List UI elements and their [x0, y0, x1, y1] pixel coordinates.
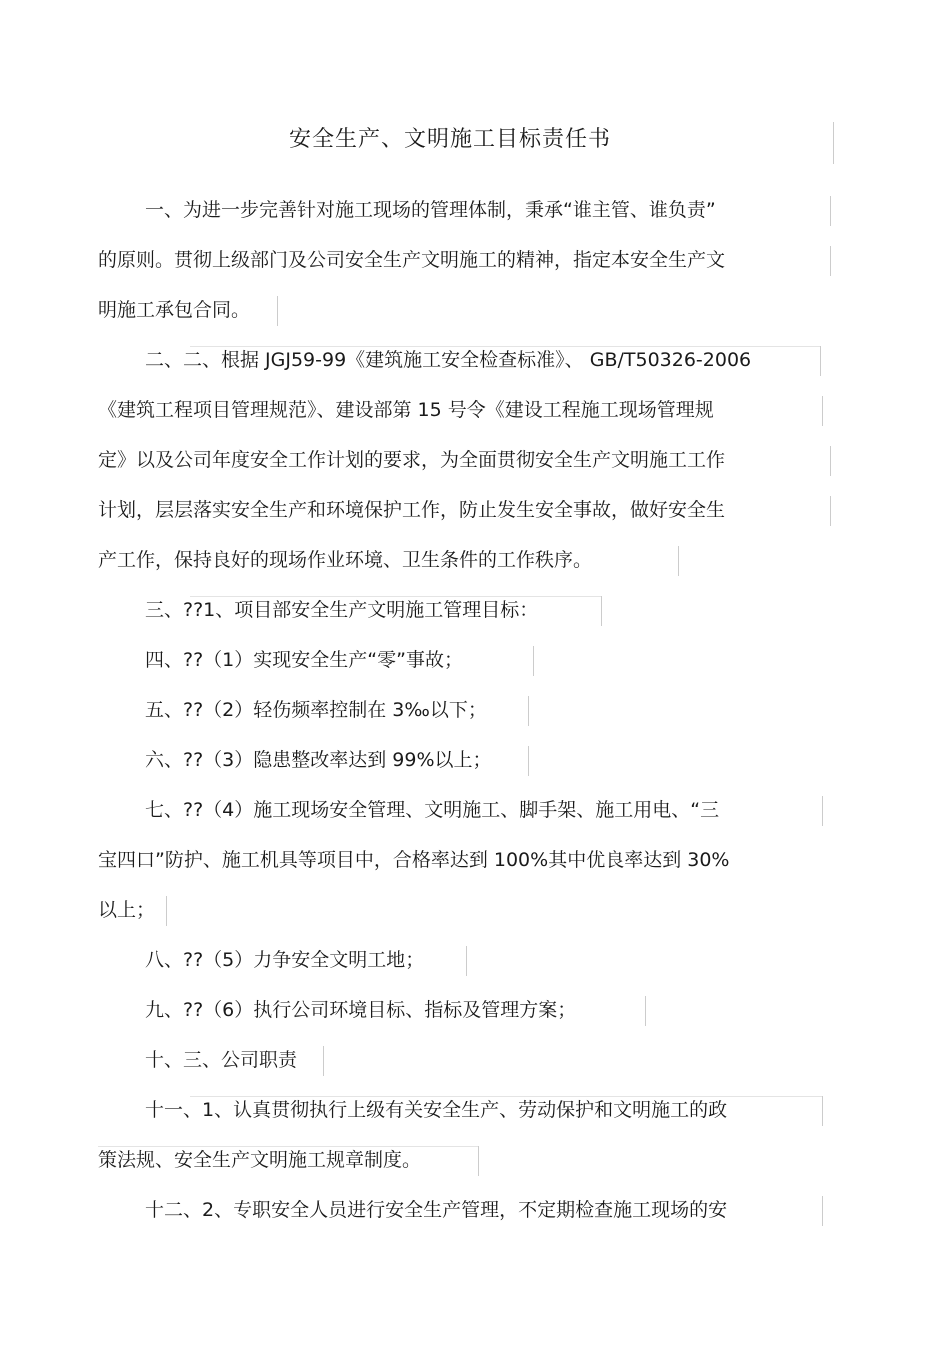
paragraph-line: 产工作，保持良好的现场作业环境、卫生条件的工作秩序。	[98, 549, 593, 571]
layout-rule	[678, 546, 679, 576]
document-title: 安全生产、文明施工目标责任书	[288, 127, 611, 152]
layout-rule	[820, 346, 821, 376]
paragraph-line: 定》以及公司年度安全工作计划的要求，为全面贯彻安全生产文明施工工作	[98, 449, 726, 471]
paragraph-line: 二、二、根据 JGJ59-99《建筑施工安全检查标准》、 GB/T50326-2006	[145, 349, 752, 371]
paragraph-line: 《建筑工程项目管理规范》、建设部第 15 号令《建设工程施工现场管理规	[98, 399, 714, 421]
layout-rule	[822, 796, 823, 826]
paragraph-line: 九、??（6）执行公司环境目标、指标及管理方案；	[145, 999, 577, 1021]
layout-rule	[830, 446, 831, 476]
layout-rule	[277, 296, 278, 326]
paragraph-line: 七、??（4）施工现场安全管理、文明施工、脚手架、施工用电、“三	[145, 799, 720, 821]
layout-rule	[822, 1196, 823, 1226]
paragraph-line: 的原则。贯彻上级部门及公司安全生产文明施工的精神，指定本安全生产文	[98, 249, 726, 271]
layout-rule	[166, 896, 167, 926]
paragraph-line: 六、??（3）隐患整改率达到 99%以上；	[145, 749, 492, 771]
paragraph-line: 十二、2、专职安全人员进行安全生产管理，不定期检查施工现场的安	[145, 1199, 728, 1221]
paragraph-line: 五、??（2）轻伤频率控制在 3‰以下；	[145, 699, 487, 721]
layout-rule	[830, 246, 831, 276]
layout-rule	[830, 196, 831, 226]
paragraph-line: 以上；	[98, 899, 156, 921]
layout-rule	[528, 696, 529, 726]
paragraph-line: 策法规、安全生产文明施工规章制度。	[98, 1149, 422, 1171]
paragraph-line: 十、三、公司职责	[145, 1049, 298, 1071]
layout-rule	[466, 946, 467, 976]
paragraph-line: 宝四口”防护、施工机具等项目中，合格率达到 100%其中优良率达到 30%	[98, 849, 730, 871]
layout-rule	[822, 396, 823, 426]
layout-rule	[323, 1046, 324, 1076]
layout-rule	[190, 1096, 822, 1097]
layout-rule	[478, 1146, 479, 1176]
layout-rule	[833, 122, 834, 164]
layout-rule	[528, 746, 529, 776]
paragraph-line: 四、??（1）实现安全生产“零”事故；	[145, 649, 463, 671]
layout-rule	[190, 596, 601, 597]
layout-rule	[98, 1146, 478, 1147]
layout-rule	[601, 596, 602, 626]
layout-rule	[533, 646, 534, 676]
layout-rule	[830, 496, 831, 526]
paragraph-line: 明施工承包合同。	[98, 299, 251, 321]
layout-rule	[822, 1096, 823, 1126]
paragraph-line: 三、??1、项目部安全生产文明施工管理目标：	[145, 599, 539, 621]
paragraph-line: 十一、1、认真贯彻执行上级有关安全生产、劳动保护和文明施工的政	[145, 1099, 728, 1121]
layout-rule	[190, 346, 820, 347]
layout-rule	[645, 996, 646, 1026]
paragraph-line: 计划，层层落实安全生产和环境保护工作，防止发生安全事故，做好安全生	[98, 499, 726, 521]
paragraph-line: 一、为进一步完善针对施工现场的管理体制，秉承“谁主管、谁负责”	[145, 199, 716, 221]
paragraph-line: 八、??（5）力争安全文明工地；	[145, 949, 425, 971]
